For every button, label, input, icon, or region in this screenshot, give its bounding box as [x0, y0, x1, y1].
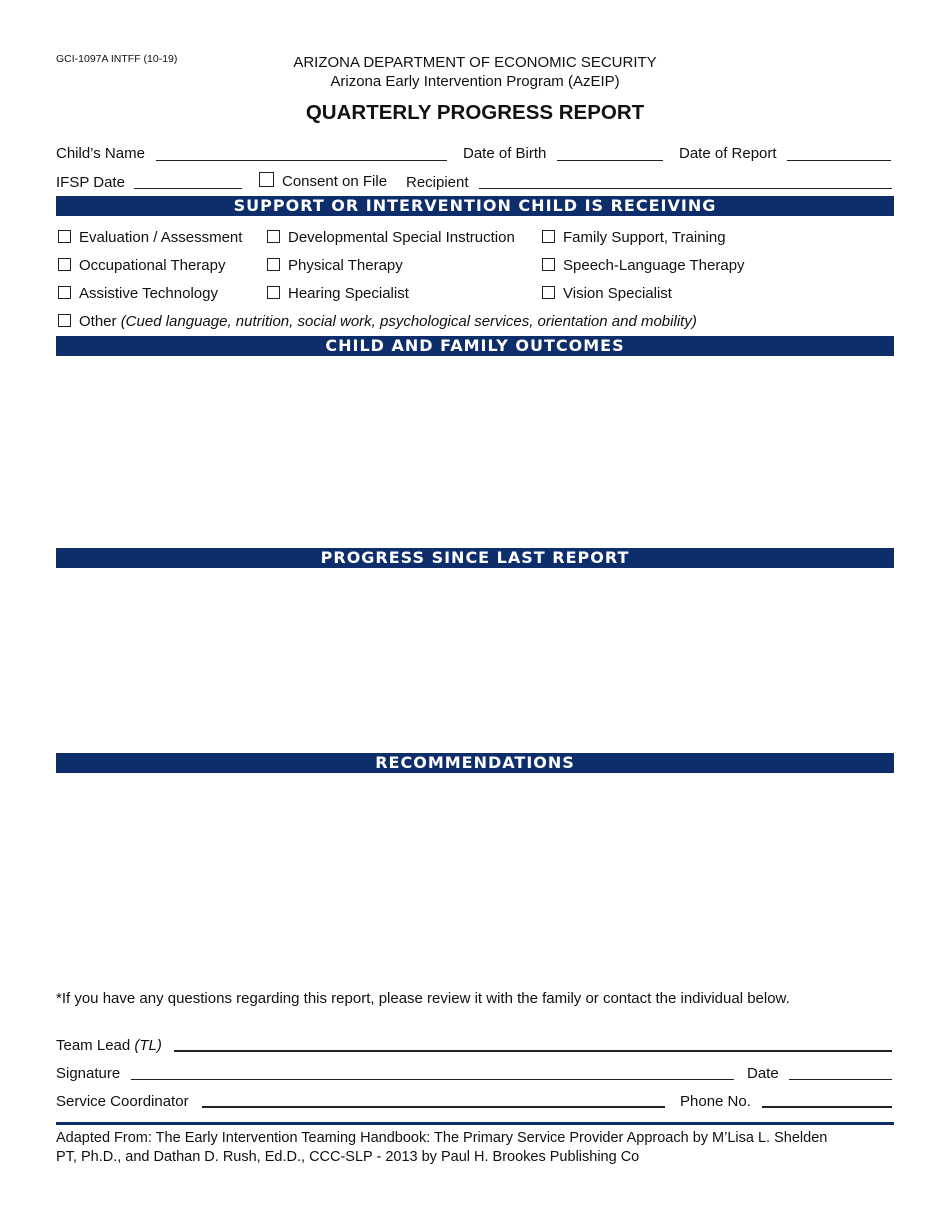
- recommendations-text-area[interactable]: [56, 775, 894, 975]
- team-lead-field[interactable]: [174, 1050, 892, 1052]
- recommendations-section-header: RECOMMENDATIONS: [56, 753, 894, 773]
- footer-line-1: Adapted From: The Early Intervention Teaming Handbook: The Primary Service Provider Approach by M’Lisa L. Shelden: [56, 1130, 828, 1146]
- service-other[interactable]: [58, 313, 697, 330]
- service-label: Physical Therapy: [288, 257, 403, 274]
- consent-checkbox[interactable]: [259, 172, 274, 187]
- service-label: Occupational Therapy: [79, 257, 226, 274]
- signature-field[interactable]: [131, 1079, 734, 1080]
- date-label: Date: [747, 1065, 779, 1082]
- service-vision[interactable]: [542, 285, 672, 302]
- service-label: Assistive Technology: [79, 285, 218, 302]
- checkbox[interactable]: [542, 286, 555, 299]
- team-lead-text: Team Lead: [56, 1037, 131, 1054]
- service-coordinator-field[interactable]: [202, 1106, 665, 1108]
- form-id: GCI-1097A INTFF (10-19): [56, 53, 178, 65]
- page-title: QUARTERLY PROGRESS REPORT: [305, 101, 645, 124]
- checkbox[interactable]: [58, 258, 71, 271]
- contact-note: *If you have any questions regarding this report, please review it with the family or contact the individual below.: [56, 990, 790, 1007]
- date-of-report-label: Date of Report: [679, 145, 777, 162]
- phone-label: Phone No.: [680, 1093, 751, 1110]
- agency-name: ARIZONA DEPARTMENT OF ECONOMIC SECURITY: [293, 54, 657, 71]
- recipient-label: Recipient: [406, 174, 469, 191]
- service-assistive[interactable]: [58, 285, 218, 302]
- checkbox[interactable]: [267, 258, 280, 271]
- other-detail: (Cued language, nutrition, social work, psychological services, orientation and mobility): [120, 313, 697, 330]
- progress-text-area[interactable]: [56, 570, 894, 750]
- program-name: Arizona Early Intervention Program (AzEIP): [330, 73, 620, 90]
- date-of-report-field[interactable]: [787, 160, 891, 161]
- checkbox[interactable]: [542, 230, 555, 243]
- date-of-birth-field[interactable]: [557, 160, 663, 161]
- checkbox[interactable]: [267, 230, 280, 243]
- service-label: Developmental Special Instruction: [288, 229, 515, 246]
- signature-label: Signature: [56, 1065, 121, 1082]
- team-lead-abbr: (TL): [134, 1037, 162, 1054]
- checkbox[interactable]: [58, 230, 71, 243]
- checkbox[interactable]: [58, 286, 71, 299]
- service-label: Evaluation / Assessment: [79, 229, 243, 246]
- footer-line-2: PT, Ph.D., and Dathan D. Rush, Ed.D., CCC-SLP - 2013 by Paul H. Brookes Publishing Co: [56, 1149, 640, 1165]
- date-of-birth-label: Date of Birth: [463, 145, 547, 162]
- support-section-header: SUPPORT OR INTERVENTION CHILD IS RECEIVING: [56, 196, 894, 216]
- footer-divider: [56, 1122, 894, 1125]
- service-occupational[interactable]: [58, 257, 225, 274]
- service-hearing[interactable]: [267, 285, 409, 302]
- service-label: Hearing Specialist: [288, 285, 409, 302]
- checkbox[interactable]: [542, 258, 555, 271]
- service-developmental[interactable]: [267, 229, 515, 246]
- service-label: Speech-Language Therapy: [563, 257, 745, 274]
- agency-header: [0, 53, 950, 91]
- ifsp-date-label: IFSP Date: [56, 174, 125, 191]
- consent-on-file-label: Consent on File: [282, 173, 388, 190]
- date-field[interactable]: [789, 1079, 892, 1080]
- childs-name-field[interactable]: [156, 160, 447, 161]
- service-speech[interactable]: [542, 257, 745, 274]
- service-label: Other: [79, 313, 117, 330]
- childs-name-label: Child’s Name: [56, 145, 145, 162]
- consent-on-file-option[interactable]: [259, 172, 387, 190]
- footer-citation: [56, 1129, 894, 1167]
- outcomes-text-area[interactable]: [56, 358, 894, 546]
- service-coordinator-label: Service Coordinator: [56, 1093, 189, 1110]
- recipient-field[interactable]: [479, 188, 892, 189]
- outcomes-section-header: CHILD AND FAMILY OUTCOMES: [56, 336, 894, 356]
- team-lead-label: [56, 1037, 162, 1054]
- progress-section-header: PROGRESS SINCE LAST REPORT: [56, 548, 894, 568]
- service-label: Vision Specialist: [563, 285, 672, 302]
- phone-field[interactable]: [762, 1106, 892, 1108]
- ifsp-date-field[interactable]: [134, 188, 242, 189]
- checkbox[interactable]: [267, 286, 280, 299]
- checkbox[interactable]: [58, 314, 71, 327]
- service-evaluation[interactable]: [58, 229, 242, 246]
- service-physical[interactable]: [267, 257, 403, 274]
- service-family-support[interactable]: [542, 229, 726, 246]
- service-label: Family Support, Training: [563, 229, 726, 246]
